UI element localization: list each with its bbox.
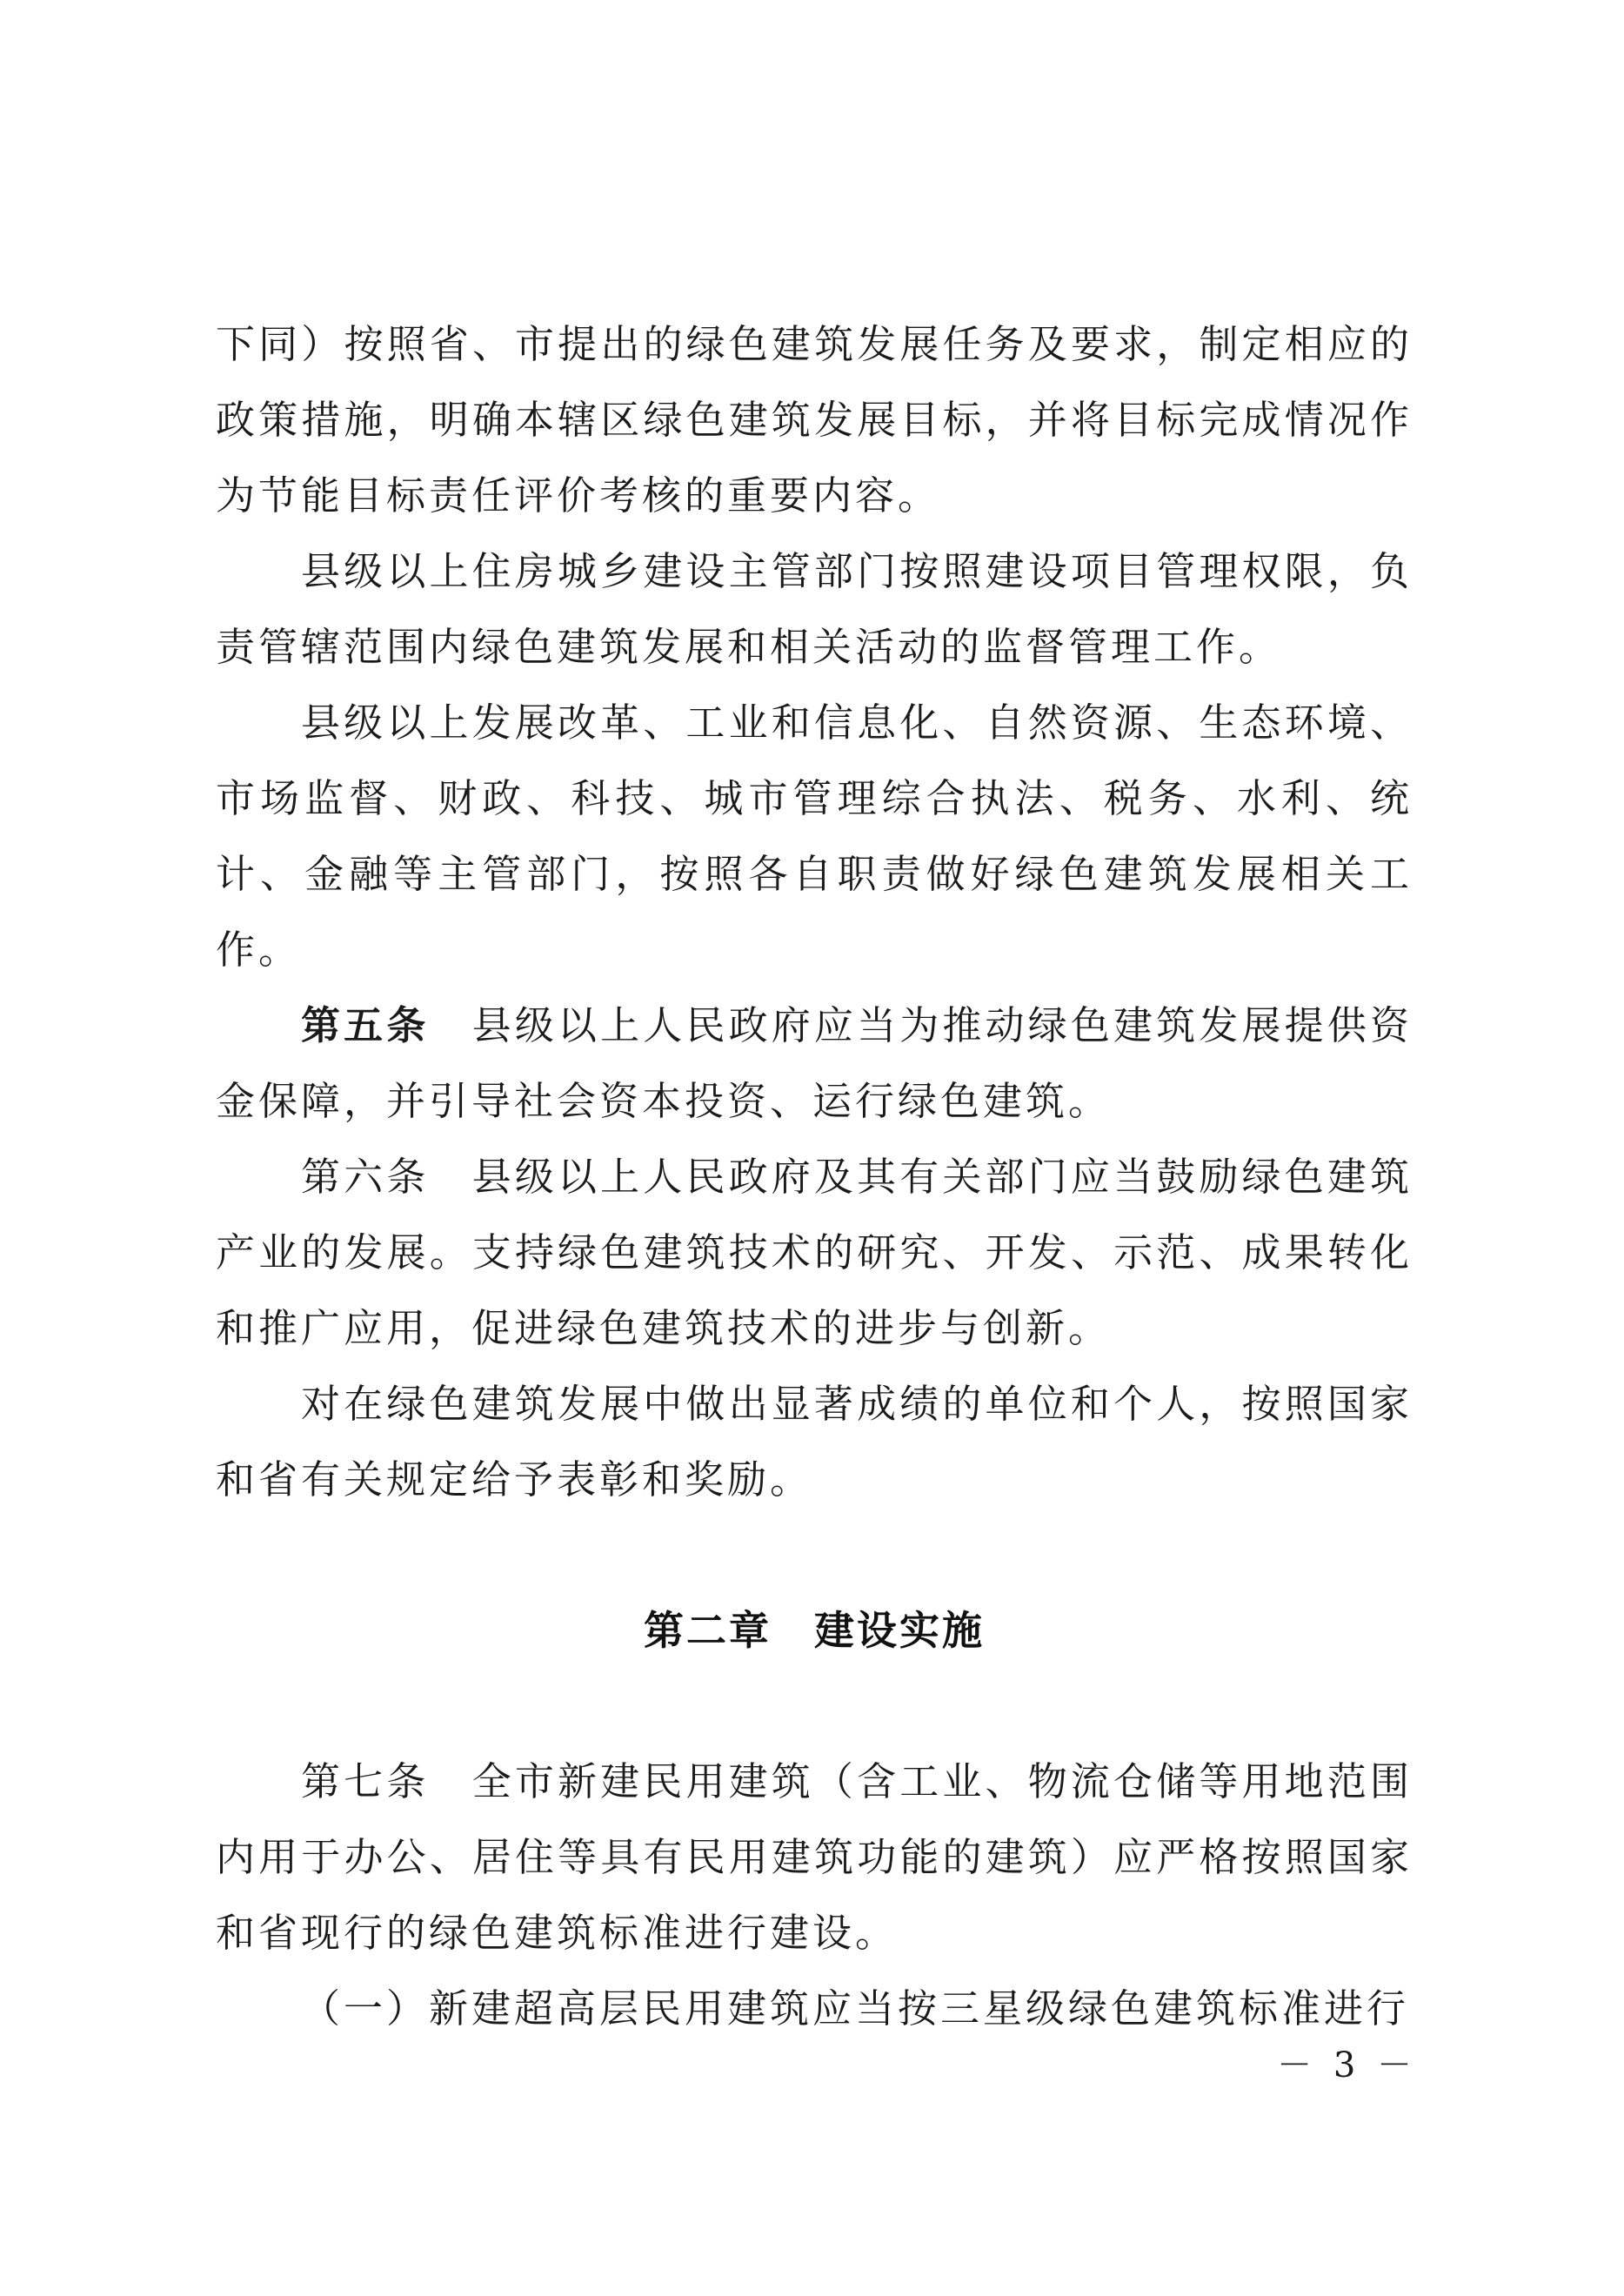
chapter-title: 第二章 建设实施: [644, 1607, 985, 1654]
paragraph: [216, 685, 1413, 987]
paragraph-text: 县级以上发展改革、工业和信息化、自然资源、生态环境、市场监督、财政、科技、城市管理综合执法、税务、水利、统计、金融等主管部门，按照各自职责做好绿色建筑发展相关工作。: [216, 700, 1413, 973]
article-gap: [429, 1002, 471, 1048]
article-6: [216, 1139, 1413, 1366]
paragraph-text: 全市新建民用建筑（含工业、物流仓储等用地范围内用于办公、居住等具有民用建筑功能的建筑）应严格按照国家和省现行的绿色建筑标准进行建设。: [216, 1758, 1413, 1956]
article-gap: [429, 1758, 471, 1804]
article-5: [216, 987, 1413, 1139]
page-number: － 3 －: [1277, 2045, 1417, 2085]
document-body: [216, 306, 1413, 2046]
article-label: 第七条: [301, 1758, 430, 1804]
paragraph-text: 县级以上人民政府及其有关部门应当鼓励绿色建筑产业的发展。支持绿色建筑技术的研究、开发、示范、成果转化和推广应用，促进绿色建筑技术的进步与创新。: [216, 1154, 1413, 1351]
paragraph: [216, 1366, 1413, 1517]
paragraph-text: 对在绿色建筑发展中做出显著成绩的单位和个人，按照国家和省有关规定给予表彰和奖励。: [216, 1381, 1413, 1503]
paragraph-continued: [216, 306, 1413, 533]
article-7: [216, 1744, 1413, 1971]
paragraph-text: 县级以上住房城乡建设主管部门按照建设项目管理权限，负责管辖范围内绿色建筑发展和相关活动的监督管理工作。: [216, 548, 1413, 670]
article-gap: [429, 1154, 471, 1200]
paragraph-text: （一）新建超高层民用建筑应当按三星级绿色建筑标准进行: [301, 1985, 1410, 2032]
list-item-1: [216, 1971, 1413, 2046]
paragraph-text: 下同）按照省、市提出的绿色建筑发展任务及要求，制定相应的政策措施，明确本辖区绿色建筑发展目标，并将目标完成情况作为节能目标责任评价考核的重要内容。: [216, 321, 1413, 519]
paragraph: [216, 533, 1413, 685]
paragraph-text: 县级以上人民政府应当为推动绿色建筑发展提供资金保障，并引导社会资本投资、运行绿色建筑。: [216, 1002, 1413, 1124]
article-label: 第五条: [301, 1002, 430, 1048]
article-label: 第六条: [301, 1154, 430, 1200]
